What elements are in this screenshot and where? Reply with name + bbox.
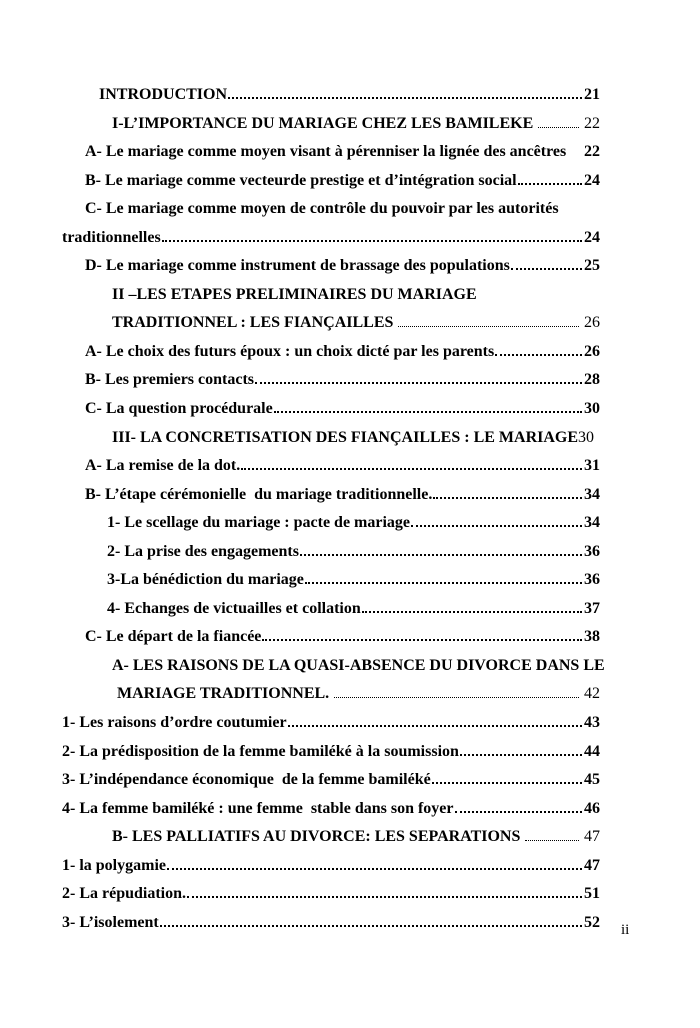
dot-leader [511, 268, 582, 270]
toc-entry-text: C- Le mariage comme moyen de contrôle du pouvoir par les autorités [85, 200, 559, 218]
footer-page-number: ii [621, 922, 630, 938]
dot-leader [398, 326, 579, 327]
toc-entry-page: 44 [584, 742, 600, 760]
toc-entry-text: TRADITIONNEL : LES FIANÇAILLES [112, 314, 394, 332]
dot-leader [288, 725, 582, 727]
toc-entry-page: 46 [584, 799, 600, 817]
toc-entry-text: 1- la polygamie [62, 856, 166, 874]
toc-entry [62, 257, 600, 286]
toc-entry [62, 743, 600, 772]
dot-leader [300, 554, 582, 556]
dot-leader [255, 382, 582, 384]
toc-entry [62, 457, 600, 486]
dot-leader [162, 240, 582, 242]
toc-entry [62, 400, 600, 429]
toc-entry-page: 31 [584, 457, 600, 475]
toc-entry-page: 28 [584, 371, 600, 389]
dot-leader [160, 925, 582, 927]
toc-entry-text: 4- La femme bamiléké : une femme stable dans son foyer [62, 799, 454, 817]
toc-entry [62, 543, 600, 572]
toc-entry-text: 3- L’indépendance économique de la femme bamiléké [62, 771, 431, 789]
toc-entry [62, 685, 600, 714]
toc-entry [62, 314, 600, 343]
toc-entry-text: C- La question procédurale [85, 400, 273, 418]
toc-entry-text: 2- La répudiation. [62, 885, 187, 903]
toc-entry-text: B- LES PALLIATIFS AU DIVORCE: LES SEPARATIONS [112, 828, 521, 846]
toc-entry [62, 429, 600, 458]
toc-entry-page: 34 [584, 485, 600, 503]
toc-entry-text: 2- La prédisposition de la femme bamiléké à la soumission [62, 742, 459, 760]
toc-entry-text: A- Le choix des futurs époux : un choix dicté par les parents [85, 342, 495, 360]
toc-entry [62, 514, 600, 543]
toc-entry-text: 1- Les raisons d’ordre coutumier [62, 714, 287, 732]
toc-entry-page: 47 [584, 828, 600, 846]
toc-entry [62, 714, 600, 743]
dot-leader [411, 525, 582, 527]
dot-leader [433, 497, 582, 499]
toc-entry-page: 38 [584, 628, 600, 646]
toc-entry-text: B- L’étape cérémonielle du mariage traditionnelle. [85, 485, 433, 503]
toc-entry [62, 600, 600, 629]
toc-entry-page: 36 [584, 571, 600, 589]
toc-entry [62, 86, 600, 115]
dot-leader [432, 782, 582, 784]
toc-entry-page: 51 [584, 885, 600, 903]
dot-leader [455, 811, 583, 813]
toc-entry-text: I-L’IMPORTANCE DU MARIAGE CHEZ LES BAMILEKE [112, 114, 534, 132]
toc-entry-text: INTRODUCTION [99, 86, 228, 103]
dot-leader [334, 697, 579, 698]
toc-entry-page: 36 [584, 542, 600, 560]
toc-entry-text: B- Les premiers contacts [85, 371, 254, 389]
toc-entry-text: A- LES RAISONS DE LA QUASI-ABSENCE DU DIVORCE DANS LE [112, 656, 605, 674]
toc-entry-text: MARIAGE TRADITIONNEL. [117, 685, 330, 703]
toc-entry-text: A- Le mariage comme moyen visant à pérenniser la lignée des ancêtres [85, 143, 567, 161]
toc-entry [62, 200, 600, 229]
toc-entry [62, 828, 600, 857]
toc-entry [62, 486, 600, 515]
dot-leader [262, 639, 582, 641]
toc-entry-page: 25 [584, 257, 600, 275]
toc-entry-text: 2- La prise des engagements [107, 542, 299, 560]
toc-entry [62, 343, 600, 372]
toc-entry [62, 771, 600, 800]
dot-leader [241, 468, 582, 470]
dot-leader [305, 582, 582, 584]
toc-entry-page: 43 [584, 714, 600, 732]
toc-entry-text: 3- L’isolement [62, 913, 159, 931]
toc-entry-text: III- LA CONCRETISATION DES FIANÇAILLES : LE MARIAGE [112, 428, 579, 446]
toc-entry-text: traditionnelles [62, 228, 161, 246]
dot-leader [518, 183, 582, 185]
dot-leader [460, 754, 582, 756]
toc-entry-text: II –LES ETAPES PRELIMINAIRES DU MARIAGE [112, 285, 477, 303]
toc-entry-page: 26 [584, 342, 600, 360]
toc-entry [62, 857, 600, 886]
toc-entry-page: 24 [584, 228, 600, 246]
toc-entry [62, 115, 600, 144]
toc-entry [62, 229, 600, 258]
toc-entry-page: 47 [584, 856, 600, 874]
dot-leader [538, 127, 579, 128]
toc-entry [62, 571, 600, 600]
toc-entry-page: 22 [584, 143, 600, 161]
toc-entry [62, 656, 605, 686]
toc-entry [62, 143, 600, 172]
toc-entry-page: 52 [584, 913, 600, 931]
toc-entry-page: 30 [584, 400, 600, 418]
toc-entry-text: B- Le mariage comme vecteurde prestige et d’intégration social [85, 171, 517, 189]
toc [62, 86, 605, 942]
toc-entry-page: 22 [584, 114, 600, 132]
dot-leader [274, 411, 582, 413]
toc-entry [62, 885, 600, 914]
toc-entry-page: 42 [584, 685, 600, 703]
toc-entry [62, 800, 600, 829]
toc-entry-page: 26 [584, 314, 600, 332]
toc-entry-page: 30 [578, 428, 595, 446]
dot-leader [187, 896, 582, 898]
toc-entry-text: 4- Echanges de victuailles et collation [107, 599, 361, 617]
dot-leader [362, 611, 582, 613]
toc-entry-page: 45 [584, 771, 600, 789]
toc-entry-text: C- Le départ de la fiancée [85, 628, 262, 646]
dot-leader [228, 97, 582, 99]
toc-entry-page: 21 [584, 86, 600, 103]
toc-entry-page: 37 [584, 599, 600, 617]
toc-entry-text: A- La remise de la dot. [85, 457, 241, 475]
dot-leader [167, 868, 582, 870]
toc-entry [62, 914, 600, 943]
toc-entry-text: 3-La bénédiction du mariage [107, 571, 304, 589]
dot-leader [525, 840, 579, 841]
toc-entry [62, 172, 600, 201]
toc-entry [62, 628, 600, 657]
toc-entry [62, 286, 600, 315]
toc-entry [62, 371, 600, 400]
toc-entry-text: 1- Le scellage du mariage : pacte de mariage [107, 514, 411, 532]
toc-entry-text: D- Le mariage comme instrument de brassage des populations [85, 257, 510, 275]
toc-entry-page: 34 [584, 514, 600, 532]
toc-entry-page: 24 [584, 171, 600, 189]
dot-leader [495, 354, 582, 356]
